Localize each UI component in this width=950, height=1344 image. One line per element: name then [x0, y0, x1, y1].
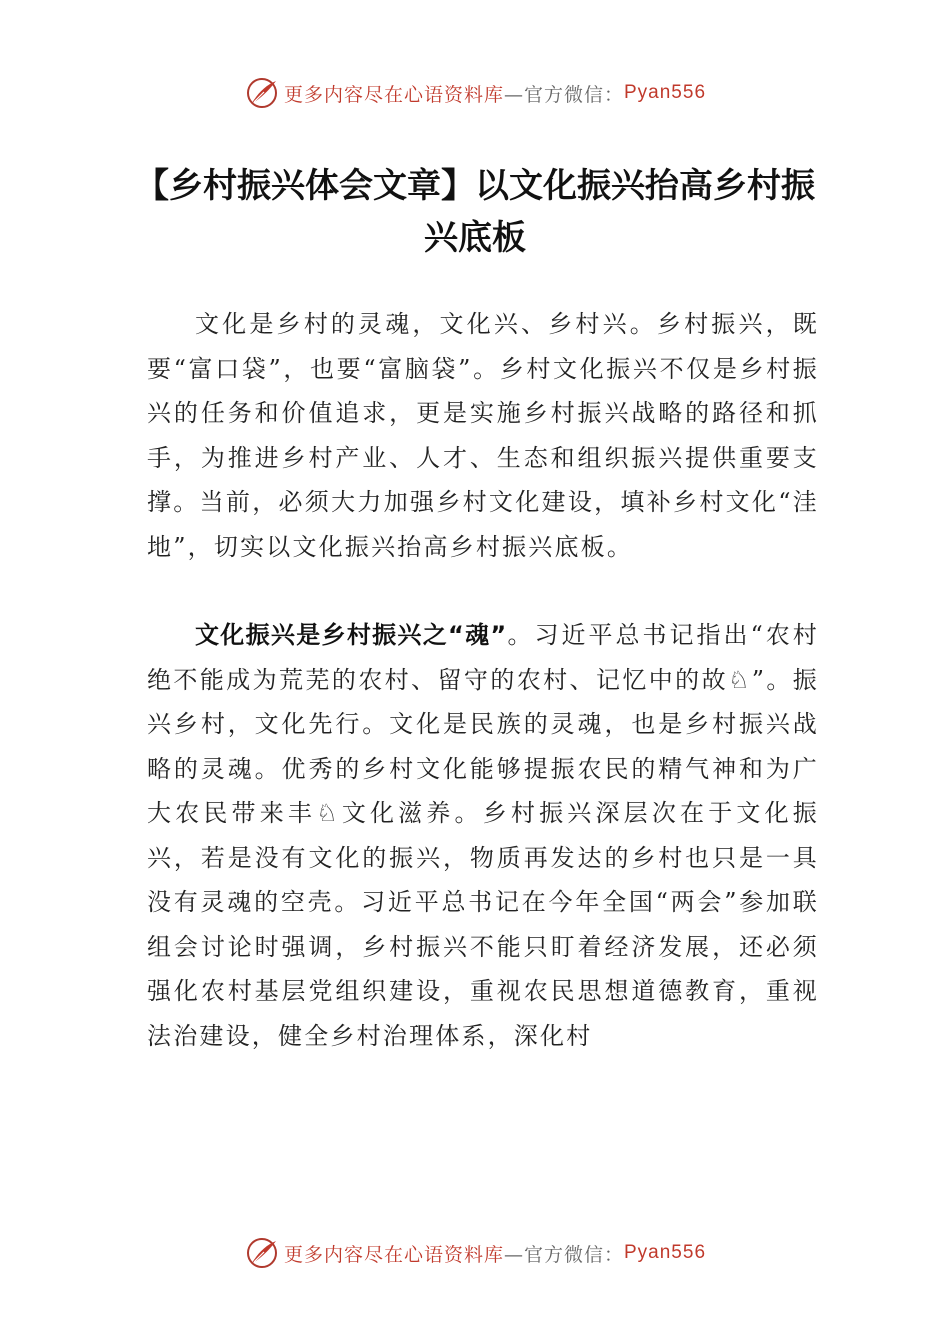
paragraph-lead: 文化振兴是乡村振兴之“魂”: [195, 621, 507, 649]
paragraph-2: [147, 613, 819, 1058]
banner-text: 更多内容尽在心语资料库: [283, 1243, 504, 1266]
feather-logo-icon: [244, 1235, 280, 1271]
paragraph-text: 。习近平总书记指出“农村绝不能成为荒芜的农村、留守的农村、记忆中的故♘”。振兴乡村，文化先行。文化是民族的灵魂，也是乡村振兴战略的灵魂。优秀的乡村文化能够提振农民的精气神和为广大农民带来丰♘文化滋养。乡村振兴深层次在于文化振兴，若是没有文化的振兴，物质再发达的乡村也只是一具没有灵魂的空壳。习近平总书记在今年全国“两会”参加联组会讨论时强调，乡村振兴不能只盯着经济发展，还必须强化农村基层党组织建设，重视农民思想道德教育，重视法治建设，健全乡村治理体系，深化村: [147, 621, 819, 1050]
wechat-handle: Pyan556: [624, 82, 707, 103]
article-body: [147, 302, 819, 1058]
paragraph-text: 文化是乡村的灵魂，文化兴、乡村兴。乡村振兴，既要“富口袋”，也要“富脑袋”。乡村文化振兴不仅是乡村振兴的任务和价值追求，更是实施乡村振兴战略的路径和抓手，为推进乡村产业、人才、生态和组织振兴提供重要支撑。当前，必须大力加强乡村文化建设，填补乡村文化“洼地”，切实以文化振兴抬高乡村振兴底板。: [147, 310, 819, 561]
paragraph-1: [147, 302, 819, 569]
banner-text: 更多内容尽在心语资料库: [283, 83, 504, 106]
banner-dash: —官方微信：: [503, 83, 624, 106]
feather-logo-icon: [244, 75, 280, 111]
banner-dash: —官方微信：: [503, 1243, 624, 1266]
page-title: 【乡村振兴体会文章】以文化振兴抬高乡村振兴底板: [135, 166, 815, 258]
footer-banner: [0, 1233, 950, 1273]
header-banner: [0, 73, 950, 113]
wechat-handle: Pyan556: [624, 1242, 707, 1263]
